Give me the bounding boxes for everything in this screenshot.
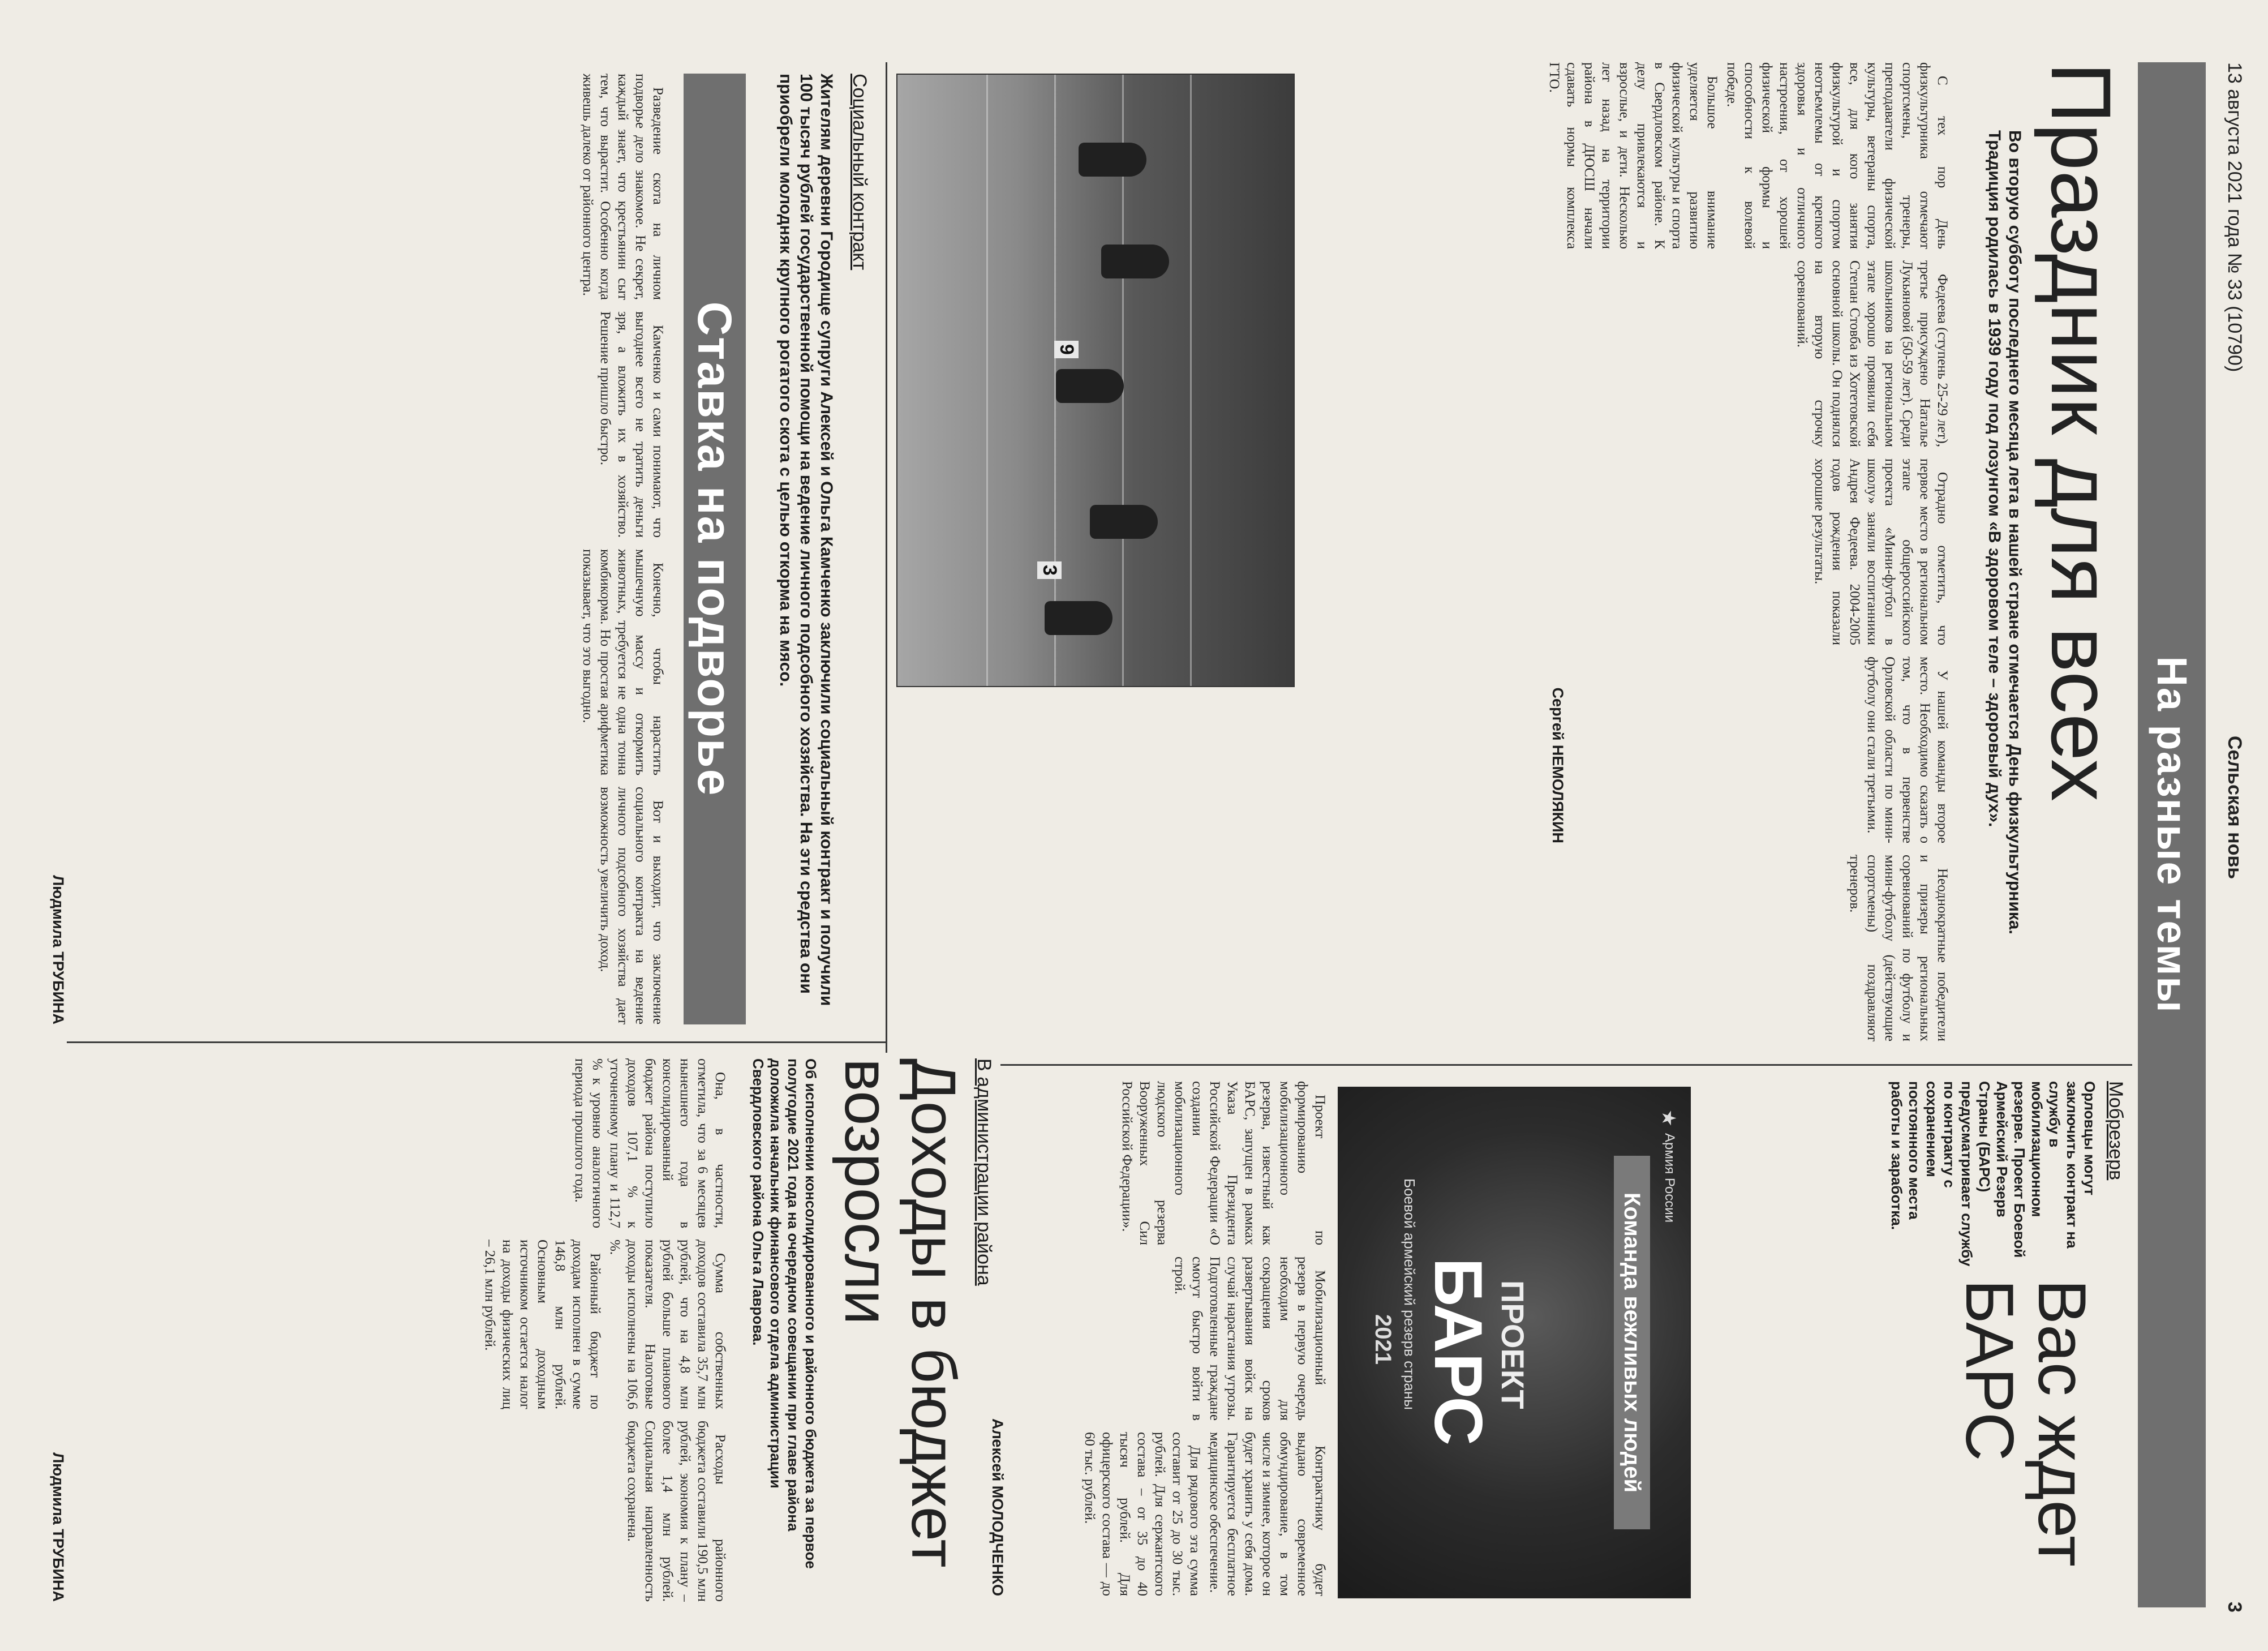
article2-paragraph: Для рядового эта сумма составит от 25 до 30 тыс. рублей. Для сержантского состава – от 35 до 40 тысяч рублей. Для офицерского состава — до 60 тыс. рублей. <box>1082 1432 1202 1596</box>
poster-year: 2021 <box>1371 1314 1395 1365</box>
article2-rubric: Мобрезерв <box>2105 1081 2127 1181</box>
poster-title-2: БАРС <box>1420 1258 1496 1446</box>
poster-banner: Команда вежливых людей <box>1614 1156 1650 1529</box>
runners-photo <box>896 74 1295 687</box>
article4-paragraph: Расходы районного бюджета составили 190,5 млн рублей, экономия к плану – более 1,4 млн рублей. Социальная направленность бюджета сохранена. <box>625 1421 728 1602</box>
article3-paragraph: Разведение скота на личном подворье дело знакомое. Не секрет, каждый знает, что крестьянин сыт тем, что вырастит. Особенно когда живешь далеко от районного центра. <box>580 74 665 300</box>
poster-brand: Армия России <box>1662 1133 1677 1223</box>
article2-headline: Вас ждет БАРС <box>1952 1279 2100 1567</box>
article4-paragraph: Районный бюджет по доходам исполнен в сумме 146,8 млн рублей. Основным доходным источником остается налог на доходы физических лиц – 26,1 млн рублей. <box>482 1240 603 1409</box>
article1-column-3 <box>1317 458 1951 645</box>
article1-column-2 <box>1317 260 1951 447</box>
article1-paragraph: У нашей команды второе место. Необходимо сказать о том, что в первенстве Орловской области по мини-футболу они стали третьими. <box>1865 657 1950 843</box>
section-rubric: На разные темы <box>2138 62 2206 1607</box>
article4-column-3 <box>72 1421 729 1602</box>
article1-column-1 <box>1317 62 1951 249</box>
newspaper-name: Сельская новь <box>2224 736 2245 880</box>
article1-headline: Праздник для всех <box>2034 62 2129 801</box>
runner-bib: 9 <box>1054 341 1079 358</box>
section-divider <box>886 62 887 1053</box>
article2-signature: Алексей МОЛОДЧЕНКО <box>989 1418 1006 1596</box>
article3-lead: Жителям деревни Городище супруги Алексей и Ольга Камченко заключили социальный контракт и получили 100 тысяч рублей государственной помощи на ведение личного подсобного хозяйства. На эти средства они приобрели молодняк крупного рогатого скота с целью откорма на мясо. <box>776 74 836 1006</box>
article3-headline: Ставка на подворье <box>684 74 746 1024</box>
article1-lead: Во вторую субботу последнего месяца лета в нашей стране отмечается День физкультурника. Традиция родилась в 1939 году под лозунгом «В здоровом теле – здоровый дух». <box>1985 130 2024 934</box>
article4-paragraph: Она, в частности, отметила, что за 6 месяцев нынешнего года в консолидированный бюджет района поступило доходов 107,1 % к уточненному плану и 112,7 % к уровню аналогичного периода прошлого года. <box>572 1058 728 1228</box>
article3-column-2 <box>78 311 667 538</box>
article2-paragraph: Проект по формированию мобилизационного резерва, известный как БАРС, запущен в рамках Указа Президента Российской Федерации «О создании мобилизационного людского резерва Вооруженных Сил Российской Федерации». <box>1119 1081 1328 1245</box>
poster-subtitle: Боевой армейский резерв страны <box>1401 1178 1418 1410</box>
article4-lead: Об исполнении консолидированного и районного бюджета за первое полугодие 2021 года на очередном совещании при главе района доложила начальник финансового отдела администрации Свердловского района Ольга Лаврова. <box>750 1058 819 1569</box>
article4-rubric: В администрации района <box>973 1058 995 1286</box>
article3-column-3 <box>78 549 667 775</box>
article3-signature: Людмила ТРУБИНА <box>50 875 67 1024</box>
bars-poster <box>1338 1087 1691 1598</box>
article4-signature: Людмила ТРУБИНА <box>50 1452 67 1602</box>
column-divider <box>1000 1064 2132 1066</box>
article3-paragraph: Вот и выходит, что заключение социального контракта на ведение личного подсобного хозяйства дает возможность увеличить доход. <box>598 787 665 1024</box>
article2-lead: Орловцы могут заключить контракт на службу в мобилизационном резерве. Проект Боевой Армейский Резерв Страны (БАРС) предусматривает службу по контракту с сохранением постоянного места работы и заработка. <box>1888 1081 2098 1267</box>
article1-paragraph: С тех пор День физкультурника отмечают спортсмены, тренеры, преподаватели физической культуры, ветераны спорта, все, для кого занятия физкультурой и спортом неотъемлемы от крепкого здоровья и отличного настроения, от хорошей физической формы и способности к волевой победе. <box>1724 62 1950 249</box>
poster-title-1: ПРОЕКТ <box>1495 1280 1531 1409</box>
article1-paragraph: Неоднократные победители и призеры региональных соревнований по футболу и мини-футболу (действующие спортсмены) поздравляют тренеров. <box>1847 855 1950 1041</box>
runner-bib: 3 <box>1037 561 1062 579</box>
article2-column-3 <box>1012 1432 1329 1596</box>
article1-signature: Сергей НЕМОЛЯКИН <box>1549 687 1566 843</box>
column-divider <box>67 1041 887 1043</box>
article2-paragraph: Мобилизационный резерв в первую очередь необходим для сокращения сроков развертывания войск на случай нарастания угрозы. Подготовленные граждане смогут быстро войти в строй. <box>1172 1257 1328 1421</box>
article1-paragraph: Большое внимание уделяется развитию физической культуры и спорта в Свердловском районе. К делу привлекаются и взрослые, и дети. Несколько лет назад на территории района в ДЮСШ начали сдавать нормы комплекса ГТО. <box>1547 62 1720 249</box>
article2-paragraph: Контрактнику будет выдано современное обмундирование, в том числе и зимнее, которое он будет хранить у себя дома. Гарантируется бесплатное медицинское обеспечение. <box>1207 1432 1328 1596</box>
article3-paragraph: Конечно, чтобы нарастить мышечную массу и откормить животных, требуется не одна тонна комбикорма. Но простая арифметика показывает, что это выгодно. <box>580 549 665 775</box>
article3-paragraph: Камченко и сами понимают, что выгоднее всего не тратить деньги зря, а вложить их в хозяйство. Решение пришло быстро. <box>598 311 665 538</box>
page-number: 3 <box>2224 1602 2245 1613</box>
article4-column-1 <box>72 1058 729 1228</box>
article1-column-5 <box>1600 855 1951 1041</box>
article1-paragraph: Отрадно отметить, что первое место в региональном этапе общероссийского проекта «Мини-футбол в школу» заняли воспитанники Андрея Федеева. 2004-2005 годов рождения показали хорошие результаты. <box>1812 458 1950 645</box>
article3-column-1 <box>78 74 667 300</box>
article4-paragraph: Сумма собственных доходов составила 35,7 млн рублей, что на 4,8 млн рублей больше планового показателя. Налоговые доходы исполнены на 106,6 %. <box>607 1240 728 1409</box>
article1-paragraph: Федеева (ступень 25-29 лет), третье присуждено Наталье Лукьяновой (50-59 лет). Среди школьников на региональном этапе хорошо проявили себя Степан Стовба из Хотетовской основной школы. Он поднялся на вторую строчку соревнований. <box>1794 260 1950 447</box>
article1-column-4 <box>1600 657 1951 843</box>
article2-column-2 <box>1012 1257 1329 1421</box>
article4-column-2 <box>72 1240 729 1409</box>
issue-date: 13 августа 2021 года № 33 (10790) <box>2224 62 2245 372</box>
article4-headline: Доходы в бюджет возросли <box>832 1058 968 1568</box>
article2-column-1 <box>1012 1081 1329 1245</box>
star-icon: ★ <box>1659 1110 1678 1126</box>
article3-rubric: Социальный контракт <box>849 74 870 271</box>
article3-column-4 <box>78 787 667 1024</box>
